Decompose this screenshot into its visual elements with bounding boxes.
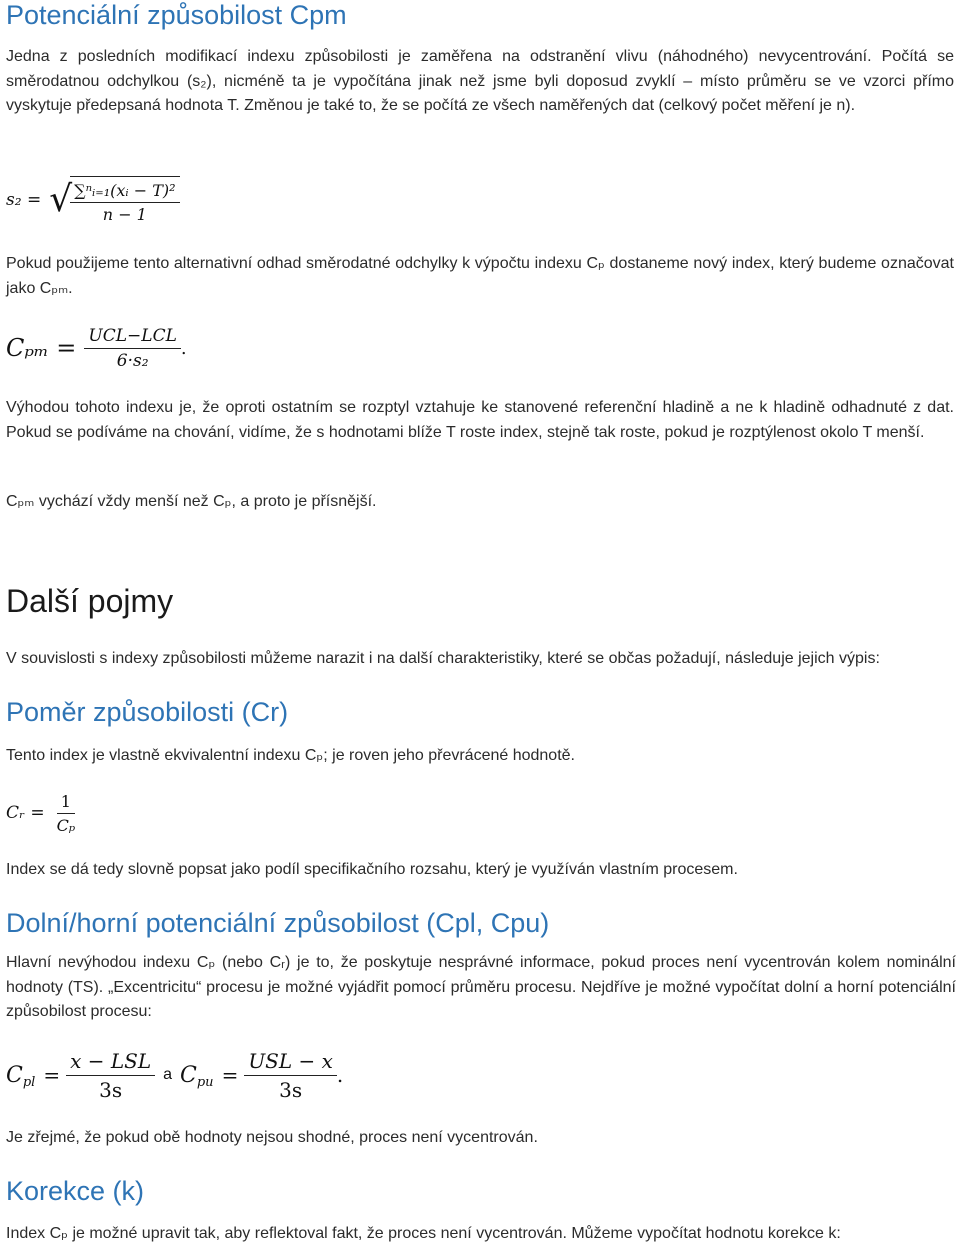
formula-cpm-fraction xyxy=(84,326,180,371)
paragraph-cpm-advantage: Výhodou tohoto indexu je, že oproti ostatním se rozptyl vztahuje ke stanovené referenční hladině a ne k hladině odhadnuté z dat. Pokud se podíváme na chování, vidíme, že s hodnotami blíže T roste index, stejně tak roste, pokud je rozptýlenost okolo T menší. xyxy=(6,399,954,441)
paragraph-further-terms: V souvislosti s indexy způsobilosti můžeme narazit i na další charakteristiky, které se občas požadují, následuje jejich výpis: xyxy=(6,650,880,667)
formula-cr-lhs: Cᵣ = xyxy=(6,803,45,823)
paragraph-cr-intro: Tento index je vlastně ekvivalentní indexu Cₚ; je roven jeho převrácené hodnotě. xyxy=(6,747,575,764)
formula-cr-fraction xyxy=(53,792,80,835)
formula-s2 xyxy=(6,168,180,232)
formula-cpl-c: C xyxy=(6,1062,23,1088)
formula-cpu-c: C xyxy=(180,1062,197,1088)
paragraph-correction: Index Cₚ je možné upravit tak, aby reflektoval fakt, že proces není vycentrován. Můžeme vypočítat hodnotu korekce k: xyxy=(6,1225,841,1242)
formula-cpl-sub: pl xyxy=(22,1074,36,1090)
sqrt-sign: √ xyxy=(49,179,73,220)
paragraph-cpm-stricter: Cₚₘ vychází vždy menší než Cₚ, a proto je přísnější. xyxy=(6,493,377,510)
formula-cpu-denominator: 3s xyxy=(279,1077,303,1102)
heading-cpm: Potenciální způsobilost Cpm xyxy=(6,0,347,30)
heading-cr: Poměr způsobilosti (Cr) xyxy=(6,697,289,727)
formula-cr xyxy=(6,786,79,840)
paragraph-cpm-alt: Pokud použijeme tento alternativní odhad směrodatné odchylky k výpočtu indexu Cₚ dostaneme nový index, který budeme označovat jako Cₚₘ. xyxy=(6,255,954,297)
formula-cpm-period: . xyxy=(180,337,187,359)
paragraph-cr-description: Index se dá tedy slovně popsat jako podíl specifikačního rozsahu, který je využíván vlastním procesem. xyxy=(6,861,738,878)
formula-cpu-fraction xyxy=(244,1049,337,1102)
formula-cpu-period: . xyxy=(336,1063,344,1087)
formula-cpu-equals: = xyxy=(221,1063,239,1087)
formula-cpl-cpu xyxy=(6,1044,343,1106)
formula-cpm-denominator: 6·s₂ xyxy=(116,350,149,371)
formula-cpl-denominator: 3s xyxy=(99,1077,123,1102)
formula-cpm xyxy=(6,318,187,378)
formula-cpl-equals: = xyxy=(43,1063,61,1087)
paragraph-cpm-intro: Jedna z posledních modifikací indexu způsobilosti je zaměřena na odstranění vlivu (náhodného) nevycentrování. Počítá se směrodatnou odchylkou (s₂), nicméně ta je vypočítána jinak než jsme byli doposud zvyklí – místo průměru se ve vzorci přímo vyskytuje předepsaná hodnota T. Změnou je také to, že se počítá ze všech naměřených dat (celkový počet měření je n). xyxy=(6,48,954,114)
heading-cpl-cpu: Dolní/horní potenciální způsobilost (Cpl, Cpu) xyxy=(6,908,550,938)
heading-further-terms: Další pojmy xyxy=(6,583,174,619)
formula-s2-numerator: ∑ⁿᵢ₌₁(xᵢ − T)² xyxy=(70,181,179,203)
formula-cr-numerator: 1 xyxy=(57,792,75,814)
paragraph-cpl-cpu-intro: Hlavní nevýhodou indexu Cₚ (nebo Cᵣ) je to, že poskytuje nesprávné informace, pokud proces není vycentrován kolem nominální hodnoty (TS). „Excentricitu“ procesu je možné vyjádřit pomocí průměru procesu. Nejdříve je možné vypočítat dolní a horní potenciální způsobilost procesu: xyxy=(6,954,956,1020)
formula-cpu-sub: pu xyxy=(196,1074,214,1090)
formula-cpu-numerator: USL − x xyxy=(244,1049,337,1076)
formula-cpl-numerator: x − LSL xyxy=(66,1049,155,1076)
heading-correction: Korekce (k) xyxy=(6,1176,145,1206)
formula-s2-fraction xyxy=(70,176,179,224)
paragraph-cpl-cpu-conclusion: Je zřejmé, že pokud obě hodnoty nejsou shodné, proces není vycentrován. xyxy=(6,1129,538,1146)
formula-and: a xyxy=(163,1066,173,1083)
formula-cpl-fraction xyxy=(66,1049,155,1102)
formula-cr-denominator: Cₚ xyxy=(56,815,76,835)
formula-s2-denominator: n − 1 xyxy=(102,205,147,224)
formula-cpm-lhs: Cₚₘ = xyxy=(6,334,77,362)
formula-s2-lhs: s₂ = xyxy=(6,190,42,210)
formula-cpm-numerator: UCL−LCL xyxy=(84,326,180,349)
